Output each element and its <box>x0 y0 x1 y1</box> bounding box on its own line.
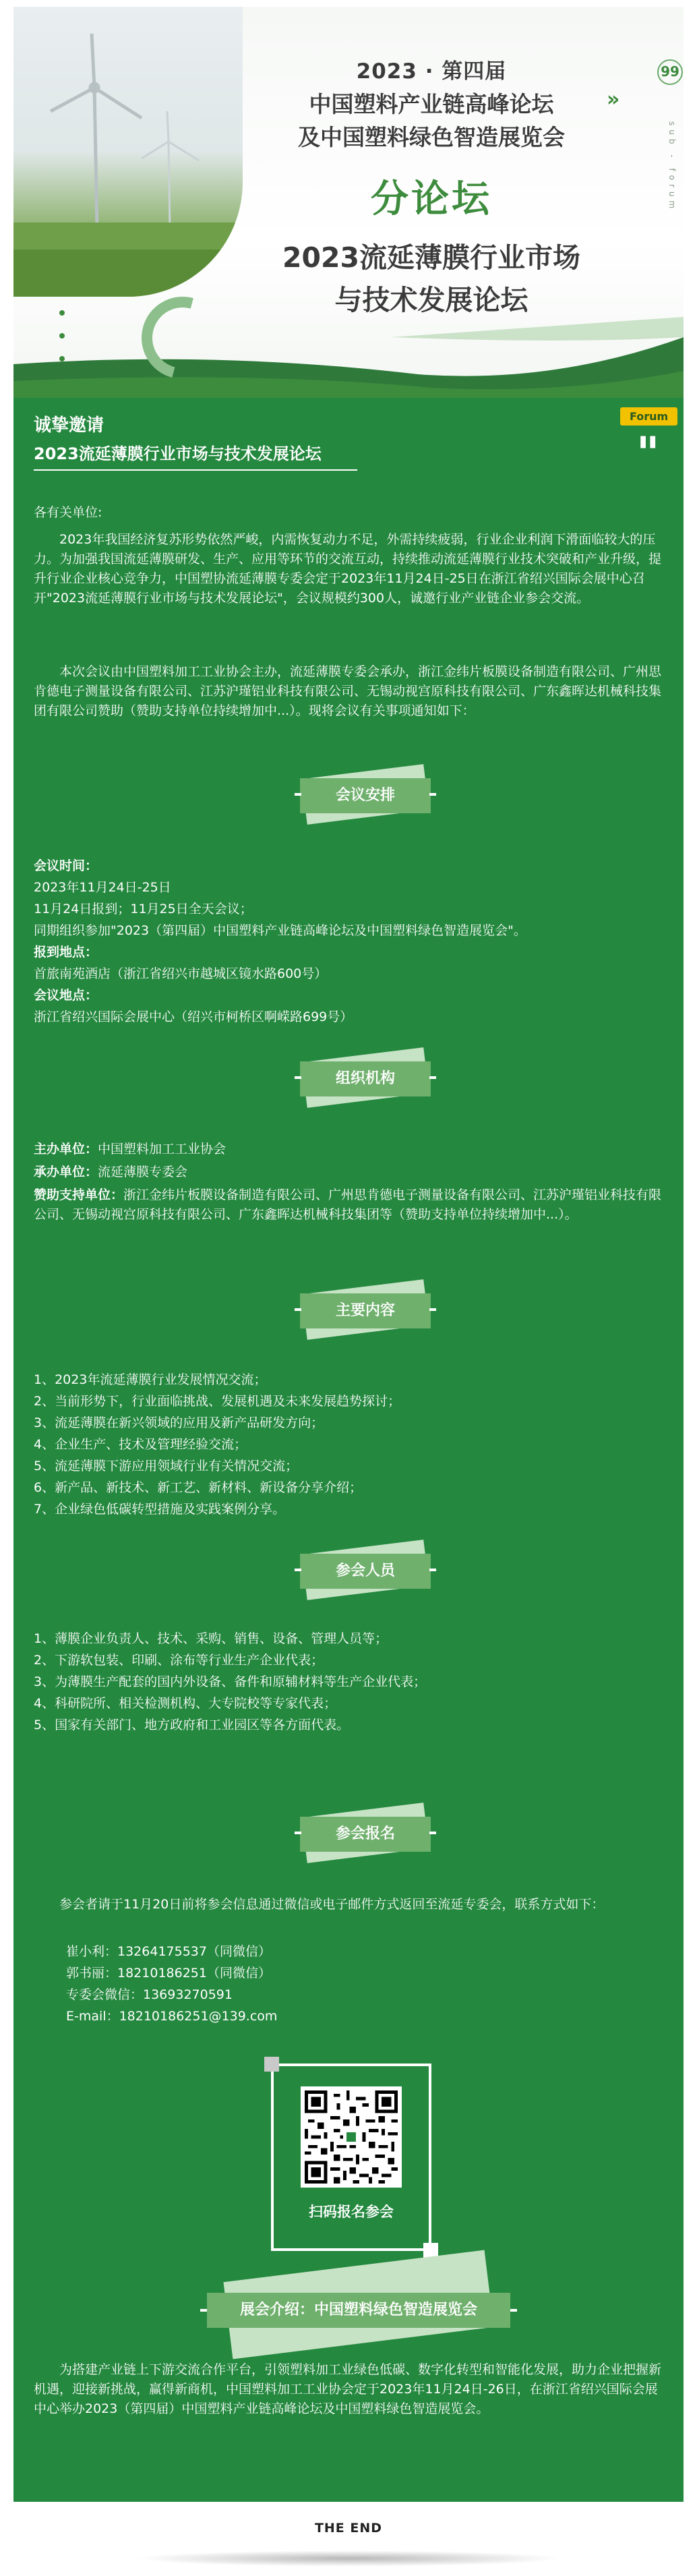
organizer-label: 承办单位： <box>34 1165 98 1179</box>
section-heading-attendees <box>295 1546 436 1597</box>
hero-forum-title-line1: 2023流延薄膜行业市场 <box>282 241 581 274</box>
hero-forum-title-line2: 与技术发展论坛 <box>334 284 528 316</box>
list-item: 4、科研院所、相关检测机构、大专院校等专家代表； <box>34 1696 337 1711</box>
quote-mark-icon: " <box>636 428 660 479</box>
list-item: 7、企业绿色低碳转型措施及实践案例分享。 <box>34 1502 286 1517</box>
hero-subforum: 分论坛 <box>371 177 492 221</box>
section-title: 会议安排 <box>300 778 431 813</box>
schedule-time-2: 11月24日报到；11月25日全天会议； <box>34 902 253 916</box>
hero-event-line1: 中国塑料产业链高峰论坛 <box>309 91 554 117</box>
checkin-label: 报到地点： <box>34 945 98 960</box>
the-end-label: THE END <box>314 2521 383 2536</box>
list-item: 4、企业生产、技术及管理经验交流； <box>34 1437 247 1452</box>
organizer-row <box>34 1163 663 1182</box>
section-heading-registration <box>295 1809 436 1860</box>
sponsor-label: 赞助支持单位： <box>34 1188 124 1202</box>
qr-frame <box>271 2063 431 2251</box>
contact-2: 郭书丽：18210186251（同微信） <box>66 1966 271 1981</box>
hero-edition: 2023 · 第四届 <box>356 59 507 84</box>
list-item: 2、当前形势下，行业面临挑战、发展机遇及未来发展趋势探讨； <box>34 1394 401 1409</box>
section-heading-expo <box>200 2266 517 2347</box>
sponsor-row <box>34 1185 663 1225</box>
main-content <box>13 398 684 2502</box>
sponsor-value: 浙江金纬片板膜设备制造有限公司、广州思肯德电子测量设备有限公司、江苏沪瑾铝业科技有限公司、无锡动视宫原科技有限公司、广东鑫晖达机械科技集团等（赞助支持单位持续增加中...）。 <box>34 1188 662 1222</box>
contact-email: E-mail：18210186251@139.com <box>66 2009 278 2024</box>
intro-paragraph-2: 本次会议由中国塑料加工工业协会主办，流延薄膜专委会承办，浙江金纬片板膜设备制造有限公司、广州思肯德电子测量设备有限公司、江苏沪瑾铝业科技有限公司、无锡动视宫原科技有限公司、广东鑫晖达机械科技集团有限公司赞助（赞助支持单位持续增加中...）。现将会议有关事项通知如下： <box>34 664 662 718</box>
schedule-time-label: 会议时间： <box>34 858 98 873</box>
section-heading-content <box>295 1285 436 1337</box>
list-item: 3、流延薄膜在新兴领域的应用及新产品研发方向； <box>34 1415 324 1430</box>
qr-caption: 扫码报名参会 <box>309 2204 394 2220</box>
hero-wave-decoration <box>13 310 684 398</box>
schedule-time-1: 2023年11月24日-25日 <box>34 880 171 895</box>
dots-decoration <box>59 310 65 379</box>
list-item: 3、为薄膜生产配套的国内外设备、备件和原辅材料等生产企业代表； <box>34 1674 427 1689</box>
venue-label: 会议地点： <box>34 988 98 1003</box>
section-title: 展会介绍：中国塑料绿色智造展览会 <box>207 2293 510 2328</box>
contact-1: 崔小利：13264175537（同微信） <box>66 1944 271 1959</box>
wind-turbine-photo <box>13 7 243 297</box>
quote-icon: 99 <box>657 59 683 85</box>
list-item: 1、2023年流延薄膜行业发展情况交流； <box>34 1372 267 1387</box>
salutation: 各有关单位: <box>34 505 102 520</box>
list-item: 6、新产品、新技术、新工艺、新材料、新设备分享介绍； <box>34 1480 363 1495</box>
section-title: 组织机构 <box>300 1061 431 1096</box>
schedule-time-3: 同期组织参加"2023（第四届）中国塑料产业链高峰论坛及中国塑料绿色智造展览会"。 <box>34 923 526 938</box>
qr-code-icon[interactable] <box>301 2086 402 2188</box>
section-title: 主要内容 <box>300 1293 431 1328</box>
list-item: 5、流延薄膜下游应用领域行业有关情况交流； <box>34 1459 299 1473</box>
forum-badge: Forum <box>620 407 677 426</box>
hero-event-line2: 及中国塑料绿色智造展览会 <box>298 124 565 150</box>
host-value: 中国塑料加工工业协会 <box>98 1142 226 1157</box>
contact-3: 专委会微信：13693270591 <box>66 1987 233 2002</box>
venue-location: 浙江省绍兴国际会展中心（绍兴市柯桥区啊嵘路699号） <box>34 1009 353 1024</box>
intro-heading: 诚挚邀请 <box>34 415 104 436</box>
list-item: 1、薄膜企业负责人、技术、采购、销售、设备、管理人员等； <box>34 1631 388 1646</box>
list-item: 2、下游软包装、印刷、涂布等行业生产企业代表； <box>34 1653 324 1668</box>
section-heading-organization <box>295 1053 436 1105</box>
hero-title-block <box>243 54 620 318</box>
intro-header <box>34 411 357 471</box>
list-item: 5、国家有关部门、地方政府和工业园区等各方面代表。 <box>34 1718 350 1732</box>
hero-vertical-text: sub - forum <box>667 121 677 213</box>
expo-paragraph: 为搭建产业链上下游交流合作平台，引领塑料加工业绿色低碳、数字化转型和智能化发展，助力企业把握新机遇，迎接新挑战，赢得新商机，中国塑料加工工业协会定于2023年11月24日-26日，在浙江省绍兴国际会展中心举办2023（第四届）中国塑料产业链高峰论坛及中国塑料绿色智造展览会。 <box>34 2362 662 2416</box>
heading-underline <box>34 469 357 471</box>
intro-subheading: 2023流延薄膜行业市场与技术发展论坛 <box>34 444 322 463</box>
section-heading-schedule <box>295 770 436 821</box>
double-chevron-icon: » <box>607 88 620 111</box>
host-label: 主办单位： <box>34 1142 98 1157</box>
checkin-location: 首旅南苑酒店（浙江省绍兴市越城区镜水路600号） <box>34 966 328 981</box>
hero-banner <box>13 7 684 398</box>
section-title: 参会人员 <box>300 1554 431 1589</box>
shadow-decoration <box>135 2550 562 2567</box>
intro-paragraph-1: 2023年我国经济复苏形势依然严峻，内需恢复动力不足，外需持续疲弱，行业企业利润下滑面临较大的压力。为加强我国流延薄膜研发、生产、应用等环节的交流互动，持续推动流延薄膜行业技术突破和产业升级，提升行业企业核心竞争力，中国塑协流延薄膜专委会定于2023年11月24日-25日在浙江省绍兴国际会展中心召开"2023流延薄膜行业市场与技术发展论坛"，会议规模约300人，诚邀行业产业链企业参会交流。 <box>34 532 662 606</box>
section-title: 参会报名 <box>300 1817 431 1852</box>
host-row <box>34 1140 663 1159</box>
register-intro: 参会者请于11月20日前将参会信息通过微信或电子邮件方式返回至流延专委会，联系方式如下： <box>59 1897 605 1912</box>
organizer-value: 流延薄膜专委会 <box>98 1165 188 1179</box>
footer <box>0 2502 697 2576</box>
